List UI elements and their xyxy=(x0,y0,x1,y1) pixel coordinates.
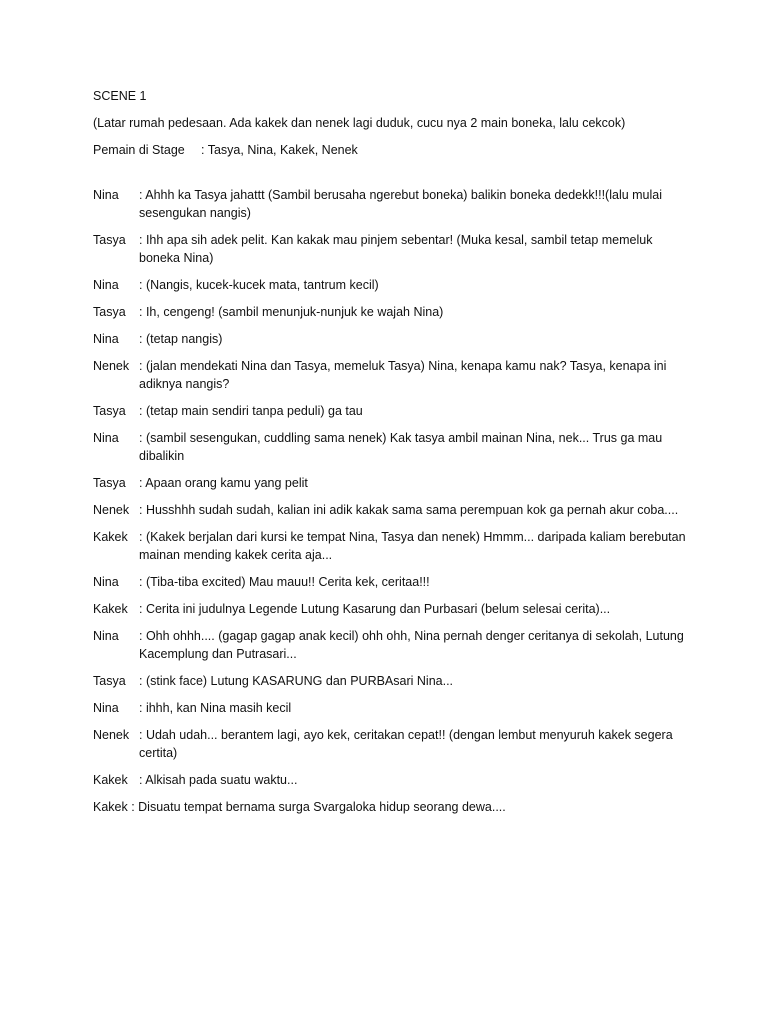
dialogue-line xyxy=(93,303,693,321)
dialogue-line xyxy=(93,600,693,618)
dialogue-text: : (sambil sesengukan, cuddling sama nenek) Kak tasya ambil mainan Nina, nek... Trus ga mau dibalikin xyxy=(139,431,663,463)
dialogue-line xyxy=(93,474,693,492)
cast-line xyxy=(93,141,693,159)
speaker-name: Nina xyxy=(93,278,119,292)
speaker-name: Tasya xyxy=(93,404,126,418)
speaker-name: Nina xyxy=(93,332,119,346)
setting-description: (Latar rumah pedesaan. Ada kakek dan nenek lagi duduk, cucu nya 2 main boneka, lalu cekcok) xyxy=(93,116,626,130)
dialogue-text: : (jalan mendekati Nina dan Tasya, memeluk Tasya) Nina, kenapa kamu nak? Tasya, kenapa ini adiknya nangis? xyxy=(139,359,667,391)
dialogue-text: : Apaan orang kamu yang pelit xyxy=(139,476,308,490)
dialogue-line xyxy=(93,672,693,690)
speaker-name: Tasya xyxy=(93,233,126,247)
dialogue-text: : (tetap nangis) xyxy=(139,332,223,346)
cast-value: : Tasya, Nina, Kakek, Nenek xyxy=(201,143,358,157)
speaker-name: Nina xyxy=(93,629,119,643)
speaker-name: Kakek xyxy=(93,530,128,544)
dialogue-text: : Ih, cengeng! (sambil menunjuk-nunjuk ke wajah Nina) xyxy=(139,305,444,319)
speaker-name: Nina xyxy=(93,431,119,445)
scene-title: SCENE 1 xyxy=(93,89,147,103)
speaker-name: Nenek xyxy=(93,359,130,373)
final-dialogue-line: Kakek : Disuatu tempat bernama surga Svargaloka hidup seorang dewa.... xyxy=(93,800,506,814)
speaker-name: Tasya xyxy=(93,674,126,688)
dialogue-line xyxy=(93,231,693,267)
dialogue-line xyxy=(93,402,693,420)
dialogue-text: : (stink face) Lutung KASARUNG dan PURBAsari Nina... xyxy=(139,674,454,688)
dialogue-line xyxy=(93,573,693,591)
dialogue-text: : Ahhh ka Tasya jahattt (Sambil berusaha ngerebut boneka) balikin boneka dedekk!!!(lalu mulai sesengukan nangis) xyxy=(139,188,663,220)
dialogue-text: : (tetap main sendiri tanpa peduli) ga tau xyxy=(139,404,363,418)
cast-label: Pemain di Stage xyxy=(93,143,185,157)
dialogue-text: : (Kakek berjalan dari kursi ke tempat Nina, Tasya dan nenek) Hmmm... daripada kaliam berebutan mainan mending kakek cerita aja... xyxy=(139,530,686,562)
dialogue-line xyxy=(93,276,693,294)
dialogue-text: : Alkisah pada suatu waktu... xyxy=(139,773,298,787)
dialogue-text: : (Tiba-tiba excited) Mau mauu!! Cerita kek, ceritaa!!! xyxy=(139,575,430,589)
dialogue-line xyxy=(93,501,693,519)
speaker-name: Tasya xyxy=(93,476,126,490)
dialogue-text: : (Nangis, kucek-kucek mata, tantrum kecil) xyxy=(139,278,379,292)
dialogue-text: : Ohh ohhh.... (gagap gagap anak kecil) ohh ohh, Nina pernah denger ceritanya di sekolah, Lutung Kacemplung dan Putrasari... xyxy=(139,629,684,661)
speaker-name: Nenek xyxy=(93,503,130,517)
dialogue-text: : Udah udah... berantem lagi, ayo kek, ceritakan cepat!! (dengan lembut menyuruh kakek segera certita) xyxy=(139,728,673,760)
dialogue-text: : Cerita ini judulnya Legende Lutung Kasarung dan Purbasari (belum selesai cerita)... xyxy=(139,602,611,616)
speaker-name: Kakek xyxy=(93,602,128,616)
dialogue-line xyxy=(93,186,693,222)
speaker-name: Nenek xyxy=(93,728,130,742)
speaker-name: Nina xyxy=(93,575,119,589)
speaker-name: Nina xyxy=(93,701,119,715)
dialogue-line xyxy=(93,726,693,762)
speaker-name: Kakek xyxy=(93,773,128,787)
speaker-name: Tasya xyxy=(93,305,126,319)
dialogue-line xyxy=(93,771,693,789)
script-body xyxy=(93,87,693,816)
dialogue-line xyxy=(93,699,693,717)
dialogue-line xyxy=(93,528,693,564)
dialogue-line xyxy=(93,429,693,465)
dialogue-text: : Husshhh sudah sudah, kalian ini adik kakak sama sama perempuan kok ga pernah akur coba.... xyxy=(139,503,679,517)
dialogue-text: : Ihh apa sih adek pelit. Kan kakak mau pinjem sebentar! (Muka kesal, sambil tetap memeluk boneka Nina) xyxy=(139,233,653,265)
speaker-name: Nina xyxy=(93,188,119,202)
dialogue-line xyxy=(93,627,693,663)
dialogue-text: : ihhh, kan Nina masih kecil xyxy=(139,701,292,715)
dialogue-line xyxy=(93,357,693,393)
dialogue-line xyxy=(93,330,693,348)
